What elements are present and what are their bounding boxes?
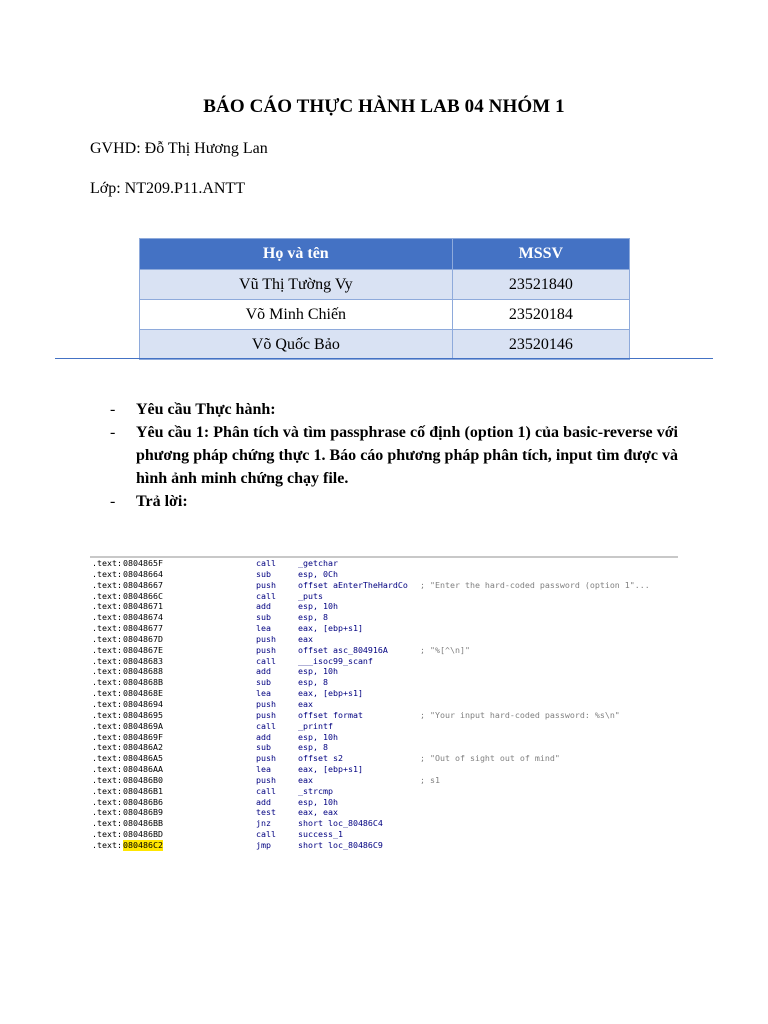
segment-label: .text:	[92, 666, 122, 677]
segment-label: .text:	[92, 720, 122, 731]
requirements-list	[110, 398, 678, 513]
address: 0804868E	[123, 688, 163, 699]
segment-label: .text:	[92, 742, 122, 753]
mnemonic: lea	[256, 623, 271, 634]
address: 08048683	[123, 655, 163, 666]
class-line: Lớp: NT209.P11.ANTT	[90, 180, 245, 197]
operand: eax	[298, 698, 313, 709]
address: 0804865F	[123, 558, 163, 568]
comment: ; s1	[420, 774, 440, 785]
segment-label: .text:	[92, 568, 122, 579]
address: 080486A2	[123, 742, 163, 753]
segment-label: .text:	[92, 753, 122, 764]
address: 08048688	[123, 666, 163, 677]
code-line	[90, 623, 678, 634]
code-line	[90, 742, 678, 753]
code-line	[90, 580, 678, 591]
segment-label: .text:	[92, 677, 122, 688]
table-header-row	[140, 239, 630, 270]
code-line	[90, 807, 678, 818]
segment-label: .text:	[92, 590, 122, 601]
operand: ___isoc99_scanf	[298, 655, 373, 666]
code-line	[90, 699, 678, 710]
segment-label: .text:	[92, 698, 122, 709]
address: 080486B1	[123, 785, 163, 796]
member-name: Võ Minh Chiến	[140, 300, 453, 330]
bullet-dash: -	[110, 424, 116, 441]
operand: _printf	[298, 720, 333, 731]
member-id: 23520146	[452, 330, 629, 360]
code-line	[90, 591, 678, 602]
segment-label: .text:	[92, 612, 122, 623]
code-line	[90, 601, 678, 612]
segment-label: .text:	[92, 623, 122, 634]
address: 080486B0	[123, 774, 163, 785]
mnemonic: sub	[256, 612, 271, 623]
mnemonic: add	[256, 731, 271, 742]
code-line	[90, 656, 678, 667]
code-line	[90, 666, 678, 677]
operand: esp, 8	[298, 742, 328, 753]
mnemonic: push	[256, 644, 276, 655]
operand: offset aEnterTheHardCo	[298, 579, 408, 590]
code-line	[90, 775, 678, 786]
segment-label: .text:	[92, 655, 122, 666]
segment-label: .text:	[92, 601, 122, 612]
members-table	[139, 238, 630, 360]
address: 080486A5	[123, 753, 163, 764]
address: 0804869F	[123, 731, 163, 742]
operand: eax, eax	[298, 807, 338, 818]
segment-label: .text:	[92, 644, 122, 655]
code-line	[90, 677, 678, 688]
segment-label: .text:	[92, 785, 122, 796]
segment-label: .text:	[92, 839, 122, 850]
operand: eax, [ebp+s1]	[298, 623, 363, 634]
address: 08048695	[123, 709, 163, 720]
table-row	[140, 300, 630, 330]
operand: _strcmp	[298, 785, 333, 796]
operand: esp, 10h	[298, 601, 338, 612]
address: 080486B9	[123, 807, 163, 818]
comment: ; "%[^\n]"	[420, 644, 470, 655]
code-line	[90, 732, 678, 743]
code-line	[90, 634, 678, 645]
segment-label: .text:	[92, 774, 122, 785]
operand: eax, [ebp+s1]	[298, 688, 363, 699]
address: 0804867D	[123, 633, 163, 644]
table-row	[140, 270, 630, 300]
segment-label: .text:	[92, 558, 122, 568]
bullet-dash: -	[110, 401, 116, 418]
comment: ; "Out of sight out of mind"	[420, 753, 560, 764]
header-mssv: MSSV	[452, 239, 629, 270]
segment-label: .text:	[92, 709, 122, 720]
address: 0804869A	[123, 720, 163, 731]
report-title: BÁO CÁO THỰC HÀNH LAB 04 NHÓM 1	[203, 96, 565, 117]
address: 08048674	[123, 612, 163, 623]
horizontal-divider	[55, 358, 713, 359]
address: 080486C2	[123, 839, 163, 850]
mnemonic: push	[256, 633, 276, 644]
code-line	[90, 645, 678, 656]
operand: eax, [ebp+s1]	[298, 764, 363, 775]
segment-label: .text:	[92, 731, 122, 742]
code-line	[90, 710, 678, 721]
code-line	[90, 612, 678, 623]
address: 080486BB	[123, 818, 163, 829]
segment-label: .text:	[92, 633, 122, 644]
segment-label: .text:	[92, 796, 122, 807]
mnemonic: add	[256, 666, 271, 677]
list-item-text: Yêu cầu 1: Phân tích và tìm passphrase cố định (option 1) của basic-reverse với phương pháp chứng thực 1. Báo cáo phương pháp phân tích, input tìm được và hình ảnh minh chứng chạy file.	[136, 424, 678, 487]
code-line	[90, 829, 678, 840]
mnemonic: call	[256, 720, 276, 731]
mnemonic: call	[256, 558, 276, 568]
mnemonic: add	[256, 601, 271, 612]
mnemonic: add	[256, 796, 271, 807]
address: 08048677	[123, 623, 163, 634]
mnemonic: push	[256, 709, 276, 720]
address: 080486AA	[123, 764, 163, 775]
address: 0804866C	[123, 590, 163, 601]
operand: offset s2	[298, 753, 343, 764]
operand: offset format	[298, 709, 363, 720]
segment-label: .text:	[92, 818, 122, 829]
operand: eax	[298, 633, 313, 644]
code-line	[90, 764, 678, 775]
address: 08048671	[123, 601, 163, 612]
list-item	[110, 398, 678, 421]
segment-label: .text:	[92, 688, 122, 699]
mnemonic: sub	[256, 677, 271, 688]
address: 08048664	[123, 568, 163, 579]
operand: esp, 10h	[298, 796, 338, 807]
mnemonic: call	[256, 590, 276, 601]
operand: esp, 0Ch	[298, 568, 338, 579]
mnemonic: call	[256, 829, 276, 840]
comment: ; "Your input hard-coded password: %s\n"	[420, 709, 620, 720]
list-item	[110, 421, 678, 490]
address: 08048694	[123, 698, 163, 709]
mnemonic: push	[256, 579, 276, 590]
operand: short loc_80486C9	[298, 839, 383, 850]
operand: success_1	[298, 829, 343, 840]
address: 0804868B	[123, 677, 163, 688]
mnemonic: push	[256, 774, 276, 785]
code-line	[90, 840, 678, 851]
mnemonic: call	[256, 785, 276, 796]
code-line	[90, 558, 678, 569]
mnemonic: call	[256, 655, 276, 666]
mnemonic: lea	[256, 688, 271, 699]
mnemonic: push	[256, 698, 276, 709]
list-item-text: Trả lời:	[136, 493, 188, 510]
comment: ; "Enter the hard-coded password (option 1"...	[420, 579, 650, 590]
segment-label: .text:	[92, 764, 122, 775]
operand: eax	[298, 774, 313, 785]
code-line	[90, 786, 678, 797]
bullet-dash: -	[110, 493, 116, 510]
mnemonic: jnz	[256, 818, 271, 829]
mnemonic: sub	[256, 568, 271, 579]
header-name: Họ và tên	[140, 239, 453, 270]
address: 08048667	[123, 579, 163, 590]
address: 080486BD	[123, 829, 163, 840]
operand: offset asc_804916A	[298, 644, 388, 655]
operand: esp, 8	[298, 677, 328, 688]
mnemonic: test	[256, 807, 276, 818]
mnemonic: lea	[256, 764, 271, 775]
member-name: Võ Quốc Bảo	[140, 330, 453, 360]
code-line	[90, 797, 678, 808]
operand: short loc_80486C4	[298, 818, 383, 829]
code-line	[90, 569, 678, 580]
table-row	[140, 330, 630, 360]
list-item-text: Yêu cầu Thực hành:	[136, 401, 276, 418]
segment-label: .text:	[92, 807, 122, 818]
segment-label: .text:	[92, 579, 122, 590]
address: 0804867E	[123, 644, 163, 655]
operand: _puts	[298, 590, 323, 601]
operand: esp, 8	[298, 612, 328, 623]
operand: _getchar	[298, 558, 338, 568]
instructor-line: GVHD: Đỗ Thị Hương Lan	[90, 140, 268, 157]
code-line	[90, 753, 678, 764]
member-id: 23520184	[452, 300, 629, 330]
mnemonic: sub	[256, 742, 271, 753]
code-line	[90, 721, 678, 732]
disassembly-screenshot	[90, 556, 678, 863]
code-line	[90, 688, 678, 699]
member-name: Vũ Thị Tường Vy	[140, 270, 453, 300]
segment-label: .text:	[92, 829, 122, 840]
list-item	[110, 490, 678, 513]
operand: esp, 10h	[298, 731, 338, 742]
mnemonic: jmp	[256, 839, 271, 850]
operand: esp, 10h	[298, 666, 338, 677]
member-id: 23521840	[452, 270, 629, 300]
code-line	[90, 818, 678, 829]
address: 080486B6	[123, 796, 163, 807]
mnemonic: push	[256, 753, 276, 764]
